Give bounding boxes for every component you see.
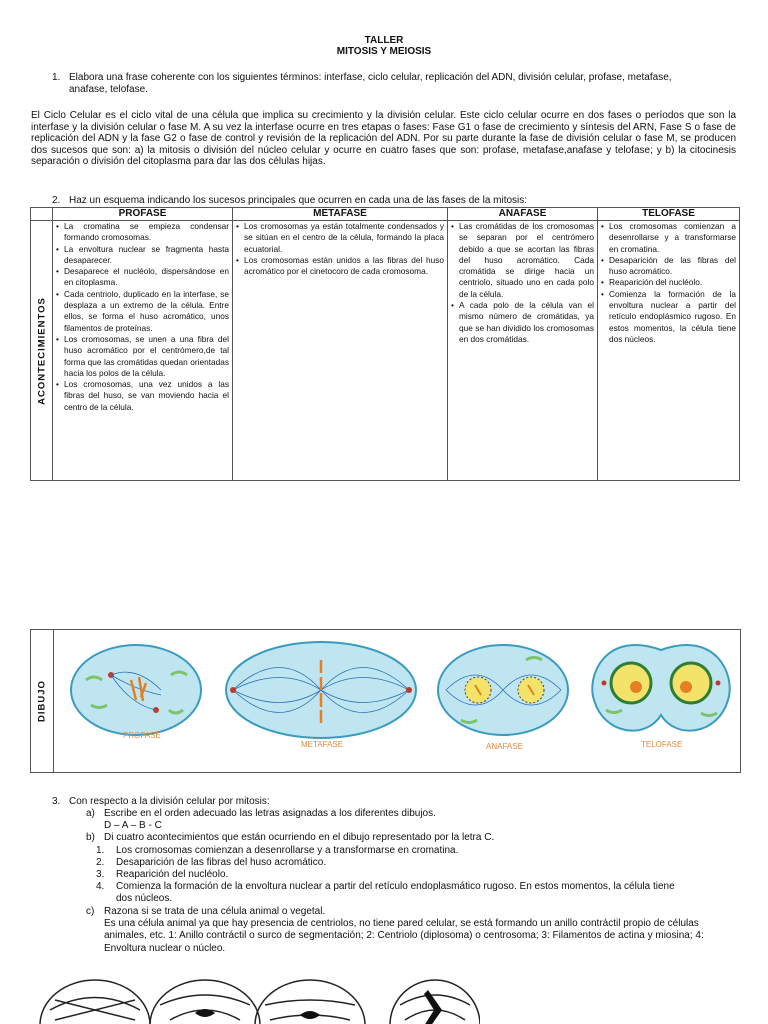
q3b-item-text: Desaparición de las fibras del huso acromático. bbox=[116, 857, 327, 868]
metafase-event: • Los cromosomas están unidos a las fibras del huso acromático por el cinetocoro de cada cromosoma. bbox=[235, 255, 444, 278]
q3c-text: Razona si se trata de una célula animal o vegetal. bbox=[104, 906, 326, 917]
q1-text-cont: anafase, telofase. bbox=[69, 84, 148, 95]
table-row bbox=[31, 221, 740, 481]
profase-event: • Desaparece el nucléolo, dispersándose en en citoplasma. bbox=[55, 266, 229, 289]
caption-telofase: TELOFASE bbox=[641, 740, 683, 749]
anafase-event: • A cada polo de la célula van el mismo número de cromátidas, ya que se han dividido los cromosomas en dos cromátidas. bbox=[450, 300, 594, 345]
q3b-item-text: dos núcleos. bbox=[116, 893, 173, 904]
telofase-event: • Desaparición de las fibras del huso acromático. bbox=[600, 255, 736, 278]
profase-event: • La cromatina se empieza condensar formando cromosomas. bbox=[55, 221, 229, 244]
q3a-text: Escribe en el orden adecuado las letras asignadas a los diferentes dibujos. bbox=[104, 808, 436, 819]
q3c-label: c) bbox=[86, 906, 95, 917]
q3b-item-number: 2. bbox=[96, 857, 105, 868]
q3a-label: a) bbox=[86, 808, 95, 819]
mitosis-phases-table bbox=[30, 207, 740, 481]
profase-event: • La envoltura nuclear se fragmenta hasta desaparecer. bbox=[55, 244, 229, 267]
telofase-event: • Reaparición del nucléolo. bbox=[600, 277, 736, 288]
bottom-cell-drawings bbox=[20, 975, 480, 1024]
q3b-item-number: 3. bbox=[96, 869, 105, 880]
profase-event: • Los cromosomas, una vez unidos a las fibras del huso, se van moviendo hacia el centro de la célula. bbox=[55, 379, 229, 413]
telofase-events-cell bbox=[598, 221, 740, 481]
q3b-label: b) bbox=[86, 832, 95, 843]
page-subtitle: MITOSIS Y MEIOSIS bbox=[336, 46, 432, 57]
profase-event: • Los cromosomas, se unen a una fibra del huso acromático por el centrómero,de tal forma que las cromátidas quedan orientadas hacia los polos de la célula. bbox=[55, 334, 229, 379]
q3b-item-number: 4. bbox=[96, 881, 105, 892]
q2-text: Haz un esquema indicando los sucesos principales que ocurren en cada una de las fases de la mitosis: bbox=[69, 195, 528, 206]
q2-number: 2. bbox=[52, 195, 61, 206]
phase-header-anafase: ANAFASE bbox=[448, 208, 598, 221]
table-header-row bbox=[31, 208, 740, 221]
q1-text: Elabora una frase coherente con los siguientes términos: interfase, ciclo celular, replicación del ADN, división celular, profase, metafase, bbox=[69, 72, 672, 83]
row-label-acontecimientos: ACONTECIMIENTOS bbox=[31, 221, 53, 481]
telofase-event: • Comienza la formación de la envoltura nuclear a partir del retículo endoplásmico rugoso. En estos momentos, la célula tiene dos núcleos. bbox=[600, 289, 736, 345]
metafase-event: • Los cromosomas ya están totalmente condensados y se sitúan en el centro de la célula, formando la placa ecuatorial. bbox=[235, 221, 444, 255]
telofase-cell-illustration bbox=[586, 635, 736, 765]
q3b-item-text: Reaparición del nucléolo. bbox=[116, 869, 229, 880]
q3b-item-text: Comienza la formación de la envoltura nuclear a partir del retículo endoplasmático rugoso. En estos momentos, la célula tiene bbox=[116, 881, 675, 892]
anafase-event: • Las cromátidas de los cromosomas se separan por el centrómero debido a que se acortan las fibras del huso acromático. Cada cromátida se dirige hacia un centriolo, situado uno en cada polo de la célula. bbox=[450, 221, 594, 300]
q1-answer: El Ciclo Celular es el ciclo vital de una célula que implica su crecimiento y la división celular. Este ciclo celular ocurre en dos fases o períodos que son la interfase y la división celular o fase M. A su vez la interfase ocurre en tres etapas o fases: Fase G1 o fase de crecimiento y síntesis del ARN, Fase S o fase de replicación del ADN y la fase G2 o fase de control y revisión de la replicación del ADN. Por su parte durante la fase de división celular o fase M, se producen dos sucesos que son: a) la mitosis o división del núcleo celular y ocurre en cuatro fases que son: profase, metafase,anafase y telofase; y b) la citocinesis separación o división del citoplasma para dar las dos células hijas. bbox=[31, 110, 736, 168]
dibujo-label: DIBUJO bbox=[31, 630, 54, 772]
profase-events-cell bbox=[53, 221, 233, 481]
q3-text: Con respecto a la división celular por mitosis: bbox=[69, 796, 270, 807]
telofase-event: • Los cromosomas comienzan a desenrollarse y a transformarse en cromatina. bbox=[600, 221, 736, 255]
q3c-answer: Es una célula animal ya que hay presencia de centriolos, no tiene pared celular, se está formando un anillo contráctil propio de células animales, etc. 1: Anillo contráctil o surco de segmentación; 2: Centriolo (diplosoma) o centrosoma; 3: Filamentos de actina y miosina; 4: Envoltura nuclear o núcleo. bbox=[104, 918, 704, 954]
q3b-item-number: 1. bbox=[96, 845, 105, 856]
metafase-events-cell bbox=[233, 221, 448, 481]
metafase-cell-illustration bbox=[221, 635, 421, 765]
phase-header-telofase: TELOFASE bbox=[598, 208, 740, 221]
anafase-cell-illustration bbox=[431, 635, 576, 765]
anafase-events-cell bbox=[448, 221, 598, 481]
page-title: TALLER bbox=[364, 35, 404, 46]
profase-event: • Cada centriolo, duplicado en la interfase, se desplaza a un extremo de la célula. Entre ellos, se forma el huso acromático, unos filamentos de proteínas. bbox=[55, 289, 229, 334]
q3b-text: Di cuatro acontecimientos que están ocurriendo en el dibujo representado por la letra C. bbox=[104, 832, 495, 843]
q3a-answer: D – A – B - C bbox=[104, 820, 162, 831]
profase-cell-illustration bbox=[61, 635, 216, 765]
caption-profase: PROFASE bbox=[123, 731, 161, 740]
phase-header-metafase: METAFASE bbox=[233, 208, 448, 221]
q3b-item-text: Los cromosomas comienzan a desenrollarse y a transformarse en cromatina. bbox=[116, 845, 459, 856]
q1-number: 1. bbox=[52, 72, 61, 83]
caption-anafase: ANAFASE bbox=[486, 742, 523, 751]
phase-header-profase: PROFASE bbox=[53, 208, 233, 221]
caption-metafase: METAFASE bbox=[301, 740, 344, 749]
q3-number: 3. bbox=[52, 796, 61, 807]
table-corner bbox=[31, 208, 53, 221]
dibujo-panel bbox=[30, 629, 741, 773]
